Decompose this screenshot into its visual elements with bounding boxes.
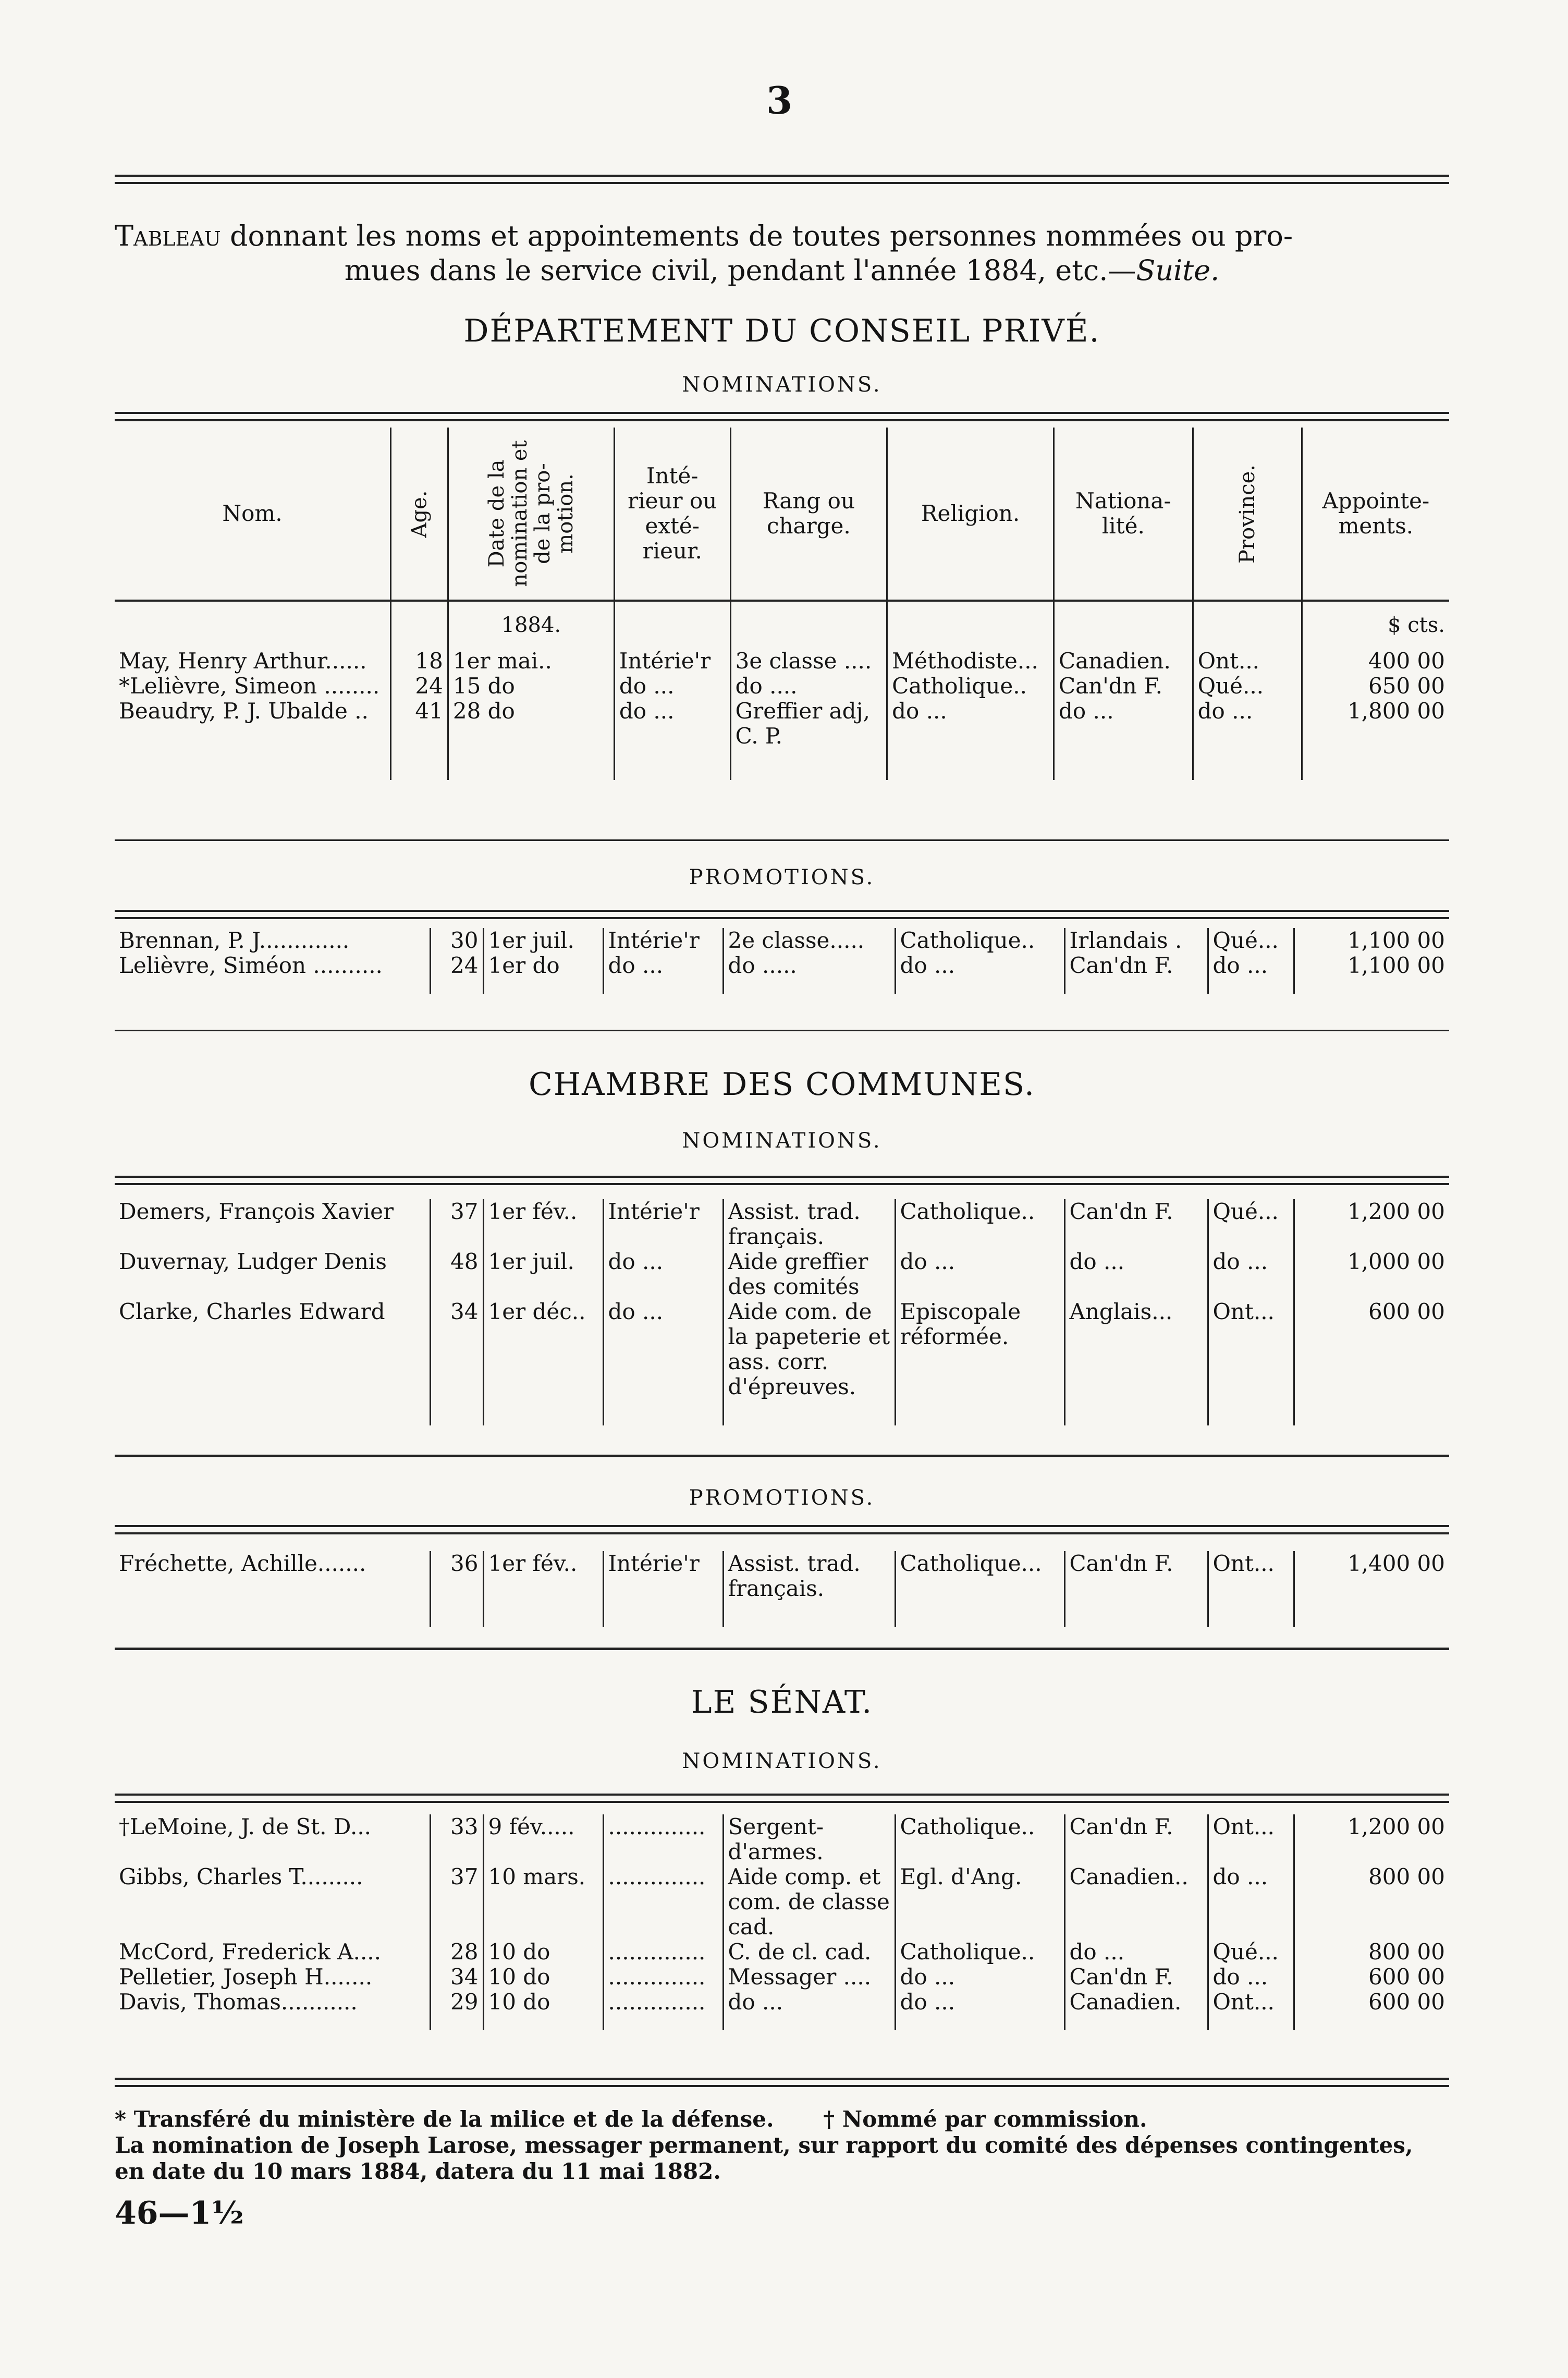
header-double-rule: [115, 412, 1449, 421]
table-row: Beaudry, P. J. Ubalde .. 41 28 do do ... Greffier adj, C. P. do ... do ... do ... 1,800 00: [115, 699, 1449, 749]
group-label-nominations: NOMINATIONS.: [682, 1129, 882, 1153]
department-heading-conseil-prive: DÉPARTEMENT DU CONSEIL PRIVÉ.: [463, 313, 1100, 349]
table-senat-nominations: [115, 1814, 1449, 2030]
table-row: †LeMoine, J. de St. D... 33 9 fév..... .............. Sergent- d'armes. Catholique.. Can'dn F. Ont... 1,200 00: [115, 1814, 1449, 1864]
currency-label: $ cts.: [1302, 601, 1449, 649]
title-line1: donnant les noms et appointements de toutes personnes nommées ou pro-: [220, 219, 1293, 252]
group-double-rule: [115, 910, 1449, 919]
group-label-promotions: PROMOTIONS.: [689, 1486, 875, 1510]
col-date: Date de la nomination et de la pro- motion.: [448, 428, 614, 601]
footnote-line-1: [115, 2106, 1449, 2132]
col-age: Age.: [390, 428, 448, 601]
group-label-promotions: PROMOTIONS.: [689, 865, 875, 889]
year-row: [115, 601, 1449, 649]
department-heading-senat: LE SÉNAT.: [691, 1684, 873, 1721]
document-page: [115, 0, 1449, 2378]
group-double-rule: [115, 1176, 1449, 1185]
col-province: Province.: [1193, 428, 1302, 601]
footnote-commission: † Nommé par commission.: [823, 2106, 1147, 2132]
title-line2: mues dans le service civil, pendant l'année 1884, etc.—: [344, 254, 1136, 287]
section-rule: [115, 839, 1449, 841]
footnote-larose: La nomination de Joseph Larose, messager permanent, sur rapport du comité des dépenses contingentes, en date du 10 mars 1884, datera du 11 mai 1882.: [115, 2132, 1413, 2184]
col-interieur: Inté- rieur ou exté- rieur.: [614, 428, 730, 601]
table-communes-promotions: [115, 1551, 1449, 1627]
title-suite: Suite.: [1136, 254, 1220, 287]
table-conseil-prive-promotions: [115, 928, 1449, 994]
section-rule: [115, 1030, 1449, 1031]
year-label: 1884.: [448, 601, 614, 649]
section-rule: [115, 1455, 1449, 1457]
group-double-rule: [115, 1525, 1449, 1534]
table-row: *Lelièvre, Simeon ........ 24 15 do do ... do .... Catholique.. Can'dn F. Qué... 650 00: [115, 674, 1449, 699]
group-label-nominations: NOMINATIONS.: [682, 373, 882, 397]
col-rang: Rang ou charge.: [730, 428, 887, 601]
page-number: 3: [766, 78, 793, 123]
table-title: [115, 219, 1449, 288]
table-communes-nominations: [115, 1199, 1449, 1425]
table-row: Gibbs, Charles T......... 37 10 mars. .............. Aide comp. et com. de classe cad. Egl. d'Ang. Canadien.. do ... 800 00: [115, 1864, 1449, 1940]
table-row: Clarke, Charles Edward 34 1er déc.. do ... Aide com. de la papeterie et ass. corr. d'épreuves. Episcopale réformée. Anglais... Ont... 600 00: [115, 1299, 1449, 1399]
table-row: Duvernay, Ludger Denis 48 1er juil. do ... Aide greffier des comités do ... do ... do ... 1,000 00: [115, 1249, 1449, 1299]
bottom-double-rule: [115, 2078, 1449, 2087]
table-row: Pelletier, Joseph H....... 34 10 do .............. Messager .... do ... Can'dn F. do ... 600 00: [115, 1965, 1449, 1990]
table-row: McCord, Frederick A.... 28 10 do .............. C. de cl. cad. Catholique.. do ... Qué... 800 00: [115, 1940, 1449, 1965]
table-row: Demers, François Xavier 37 1er fév.. Intérie'r Assist. trad. français. Catholique.. Can'dn F. Qué... 1,200 00: [115, 1199, 1449, 1249]
group-double-rule: [115, 1794, 1449, 1803]
title-first-word: Tableau: [115, 219, 221, 252]
table-row: Fréchette, Achille....... 36 1er fév.. Intérie'r Assist. trad. français. Catholique... Can'dn F. Ont... 1,400 00: [115, 1551, 1449, 1601]
top-double-rule: [115, 175, 1449, 184]
col-religion: Religion.: [887, 428, 1054, 601]
section-rule: [115, 1648, 1449, 1650]
column-header-row: [115, 428, 1449, 601]
department-heading-communes: CHAMBRE DES COMMUNES.: [528, 1066, 1036, 1103]
col-appointements: Appointe- ments.: [1302, 428, 1449, 601]
table-row: Davis, Thomas........... 29 10 do .............. do ... do ... Canadien. Ont... 600 00: [115, 1990, 1449, 2015]
footnotes: [115, 2106, 1449, 2231]
group-label-nominations: NOMINATIONS.: [682, 1749, 882, 1773]
table-row: Brennan, P. J............. 30 1er juil. Intérie'r 2e classe..... Catholique.. Irlandais . Qué... 1,100 00: [115, 928, 1449, 953]
footnote-transfer: * Transféré du ministère de la milice et de la défense.: [115, 2106, 774, 2132]
col-nationalite: Nationa- lité.: [1054, 428, 1193, 601]
col-nom: Nom.: [115, 428, 390, 601]
table-conseil-prive-nominations: [115, 428, 1449, 780]
page-stamp: 46—1½: [115, 2195, 244, 2231]
table-row: May, Henry Arthur...... 18 1er mai.. Intérie'r 3e classe .... Méthodiste... Canadien. Ont... 400 00: [115, 649, 1449, 674]
table-row: Lelièvre, Siméon .......... 24 1er do do ... do ..... do ... Can'dn F. do ... 1,100 00: [115, 953, 1449, 978]
